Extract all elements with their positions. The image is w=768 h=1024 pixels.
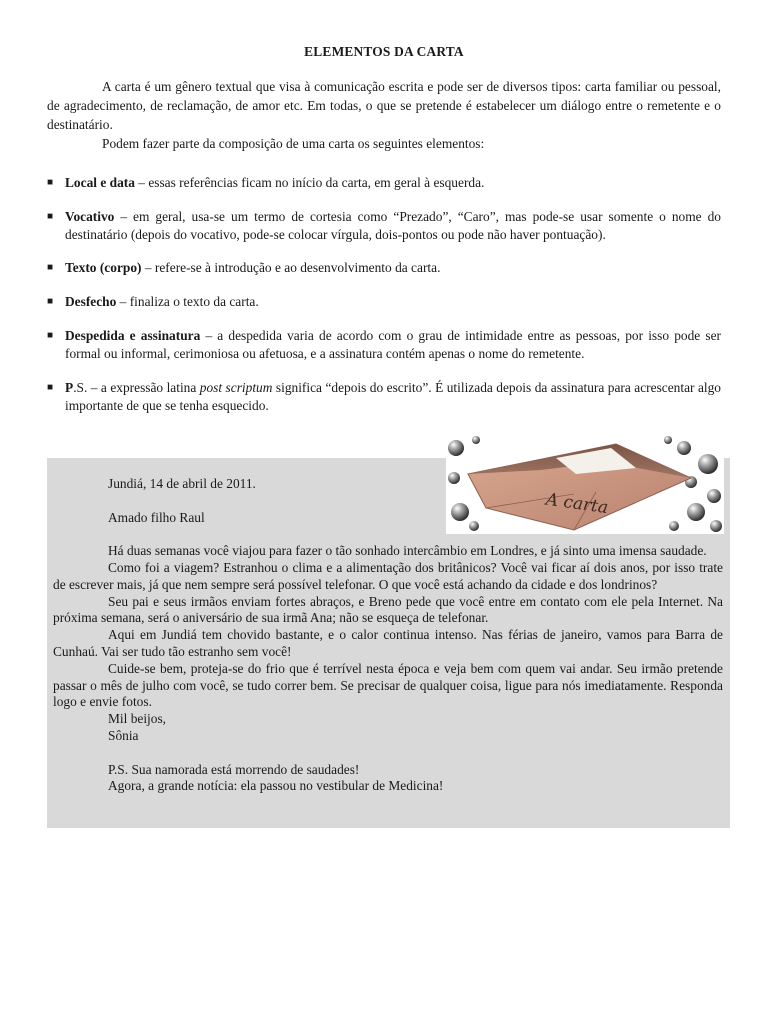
element-description: .S. – a expressão latina — [73, 380, 200, 395]
letter-paragraph: Seu pai e seus irmãos enviam fortes abraços, e Breno pede que você entre em contato com ele pela Internet. Na próxima semana, será o aniversário de sua irmã Ana; não se esqueça de telefonar. — [53, 593, 723, 626]
element-term: Local e data — [65, 175, 135, 190]
element-term: Texto (corpo) — [65, 260, 142, 275]
letter-paragraph: Cuide-se bem, proteja-se do frio que é terrível nesta época e veja bem com quem vai andar. Seu irmão pretende passar o mês de julho com você, se tudo correr bem. Se precisar de qualquer coisa, ligue para nós imediatamente. Responda logo e envie fotos. — [53, 660, 723, 710]
document-title: ELEMENTOS DA CARTA — [304, 44, 464, 59]
element-term: Desfecho — [65, 294, 117, 309]
letter-paragraph: Como foi a viagem? Estranhou o clima e a alimentação dos britânicos? Você vai ficar aí dois anos, por isso trate de escrever mais, já que nem sempre será possível telefonar. O que você está achando da cidade e dos londrinos? — [53, 559, 723, 592]
bullet-icon: ■ — [47, 177, 54, 188]
list-item — [47, 208, 721, 244]
bullet-icon: ■ — [47, 211, 54, 222]
element-term: Vocativo — [65, 209, 115, 224]
element-description: – a despedida varia de acordo com o grau de intimidade entre as pessoas, por isso pode ser formal ou informal, cerimoniosa ou afetuosa, e a assinatura contém apenas o nome do remetente. — [65, 328, 721, 361]
intro-paragraph: Podem fazer parte da composição de uma carta os seguintes elementos: — [102, 136, 485, 151]
letter-signature: Sônia — [108, 727, 139, 743]
element-description: – finaliza o texto da carta. — [116, 294, 259, 309]
letter-place-date: Jundiá, 14 de abril de 2011. — [108, 476, 256, 491]
list-item — [47, 379, 721, 415]
element-description: – em geral, usa-se um termo de cortesia como “Prezado”, “Caro”, mas pode-se usar somente o nome do destinatário (depois do vocativo, pode-se colocar vírgula, dois-pontos ou pode não haver pontuação). — [65, 209, 721, 242]
elements-list — [47, 174, 721, 415]
list-item — [47, 327, 721, 363]
bullet-icon: ■ — [47, 296, 54, 307]
letter-paragraph: Aqui em Jundiá tem chovido bastante, e o calor continua intenso. Nas férias de janeiro, vamos para Barra de Cunhaú. Vai ser tudo tão estranho sem você! — [53, 627, 723, 659]
bullet-icon: ■ — [47, 262, 54, 273]
intro-section — [47, 77, 721, 153]
letter-greeting: Amado filho Raul — [108, 509, 205, 525]
letter-postscript: P.S. Sua namorada está morrendo de saudades! — [108, 761, 360, 777]
element-description: – essas referências ficam no início da carta, em geral à esquerda. — [134, 175, 485, 190]
element-term: P — [65, 380, 74, 395]
list-item — [47, 259, 721, 277]
bullet-icon: ■ — [47, 382, 54, 393]
element-description: – refere-se à introdução e ao desenvolvimento da carta. — [141, 260, 441, 275]
letter-closing: Mil beijos, — [108, 711, 167, 727]
element-description: significa “depois do escrito”. É utilizada depois da assinatura para acrescentar algo importante de que se tenha esquecido. — [65, 380, 721, 413]
bullet-icon: ■ — [47, 330, 54, 341]
list-item — [47, 293, 721, 311]
latin-expression: post scriptum — [199, 380, 273, 395]
envelope-label: A carta — [544, 489, 610, 519]
letter-paragraph: Há duas semanas você viajou para fazer o tão sonhado intercâmbio em Londres, e já sinto uma imensa saudade. — [108, 543, 707, 559]
list-item — [47, 174, 721, 192]
intro-paragraph: A carta é um gênero textual que visa à comunicação escrita e pode ser de diversos tipos: carta familiar ou pessoal, de agradecimento, de reclamação, de amor etc. Em todas, o que se pretende é estabelecer um diálogo entre o remetente e o destinatário. — [47, 79, 721, 132]
element-term: Despedida e assinatura — [65, 328, 201, 343]
letter-postscript: Agora, a grande notícia: ela passou no vestibular de Medicina! — [108, 778, 444, 794]
letter-example — [53, 476, 723, 795]
